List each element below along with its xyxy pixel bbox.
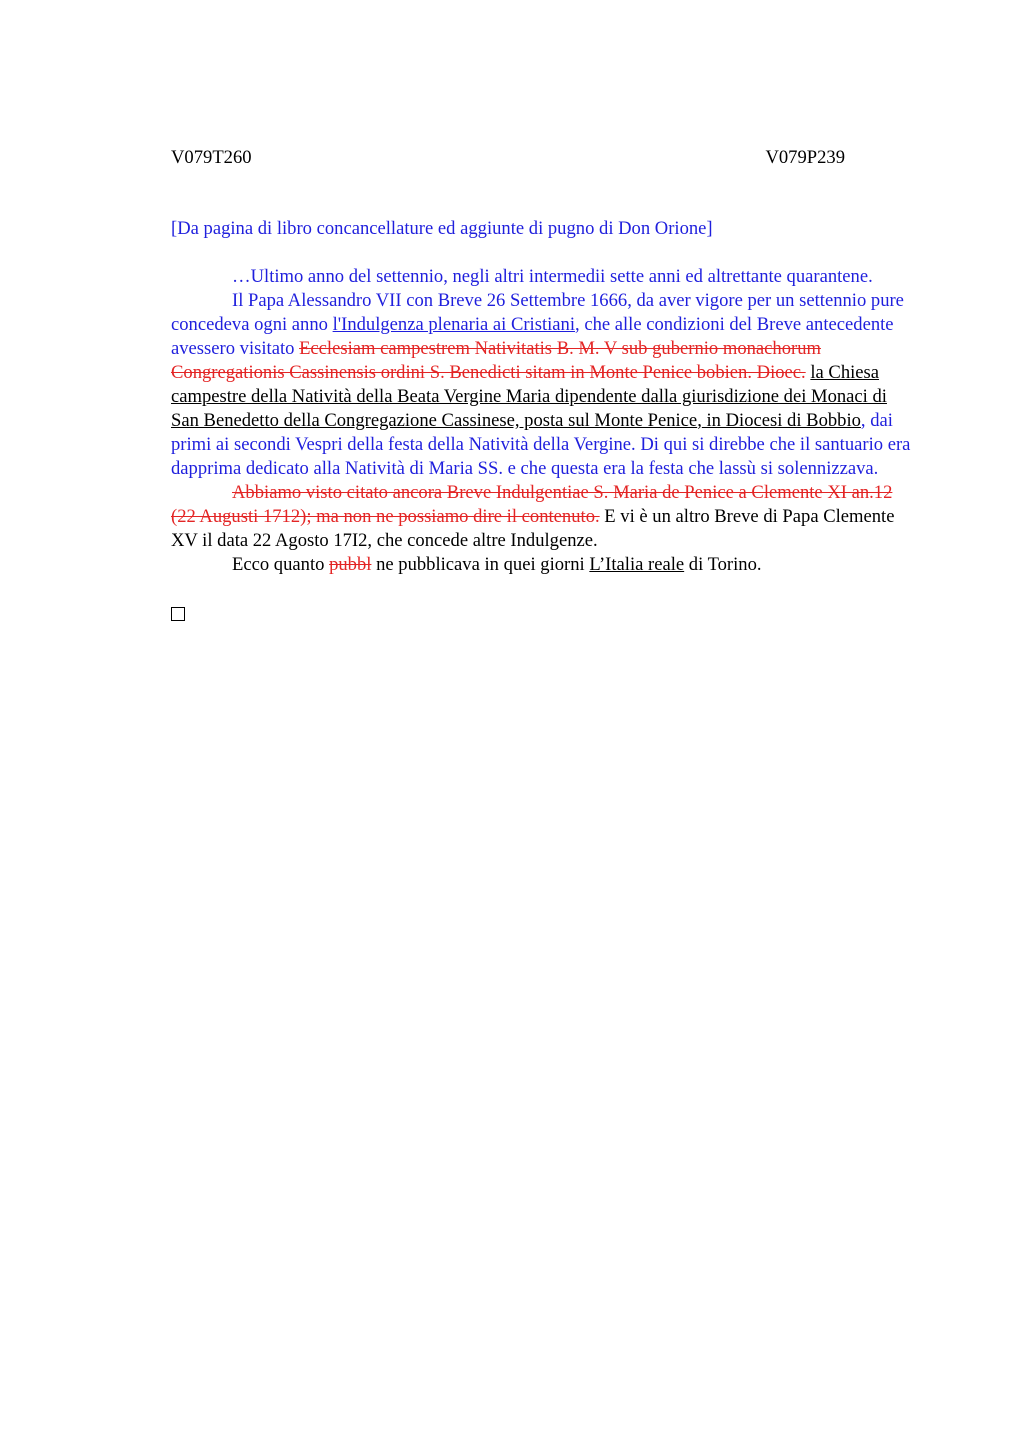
document-code-right: V079P239	[765, 147, 845, 168]
p2-text-2: , che alle condizioni del Breve antecedente avessero visitato	[171, 314, 894, 359]
p2-text-1: Il Papa Alessandro VII con Breve 26 Settembre 1666, da aver vigore per un settennio pure concedeva ogni anno	[171, 290, 904, 335]
p4-struck-word: pubbl	[329, 554, 372, 575]
paragraph-4	[171, 553, 917, 577]
paragraph-2	[171, 289, 917, 481]
p2-text-3: , dai primi ai secondi Vespri della festa della Natività della Vergine. Di qui si direbbe che il santuario era dapprima dedicato alla Natività di Maria SS. e che questa era la festa che lassù si solennizzava.	[171, 410, 911, 479]
spacer	[171, 241, 917, 265]
spacer	[171, 577, 917, 601]
paragraph-1: …Ultimo anno del settennio, negli altri intermedii sette anni ed altrettante quarantene.	[232, 266, 873, 287]
document-code-left: V079T260	[171, 147, 252, 168]
editorial-note: [Da pagina di libro concancellature ed aggiunte di pugno di Don Orione]	[171, 218, 713, 239]
document-body	[171, 217, 917, 628]
p4-underlined-newspaper: L’Italia reale	[589, 554, 685, 575]
p2-comma: ,	[697, 410, 702, 431]
page-header	[171, 146, 845, 170]
checkbox-icon	[171, 607, 185, 621]
paragraph-3	[171, 481, 917, 553]
p2-underlined-diocese: in Diocesi di Bobbio	[701, 410, 861, 431]
p2-underlined-church: la Chiesa campestre della Natività della Beata Vergine Maria dipendente dalla giurisdizione dei Monaci di San Benedetto della Congregazione Cassinese, posta sul Monte Penice	[171, 362, 887, 431]
p4-text-3: di Torino.	[684, 554, 762, 575]
p2-underlined-indulgence: l'Indulgenza plenaria ai Cristiani	[332, 314, 576, 335]
p3-text: E vi è un altro Breve di Papa Clemente XV il data 22 Agosto 17I2, che concede altre Indulgenze.	[171, 506, 895, 551]
p3-struck-text: Abbiamo visto citato ancora Breve Indulgentiae S. Maria de Penice a Clemente XI an.12 (22 Augusti 1712); ma non ne possiamo dire il contenuto.	[171, 482, 893, 527]
p4-text-2: ne pubblicava in quei giorni	[371, 554, 590, 575]
p2-struck-latin: Ecclesiam campestrem Nativitatis B. M. V sub gubernio monachorum Congregationis Cassinensis ordini S. Benedicti sitam in Monte Penice bobien. Dioec.	[171, 338, 821, 383]
p4-text-1: Ecco quanto	[232, 554, 330, 575]
